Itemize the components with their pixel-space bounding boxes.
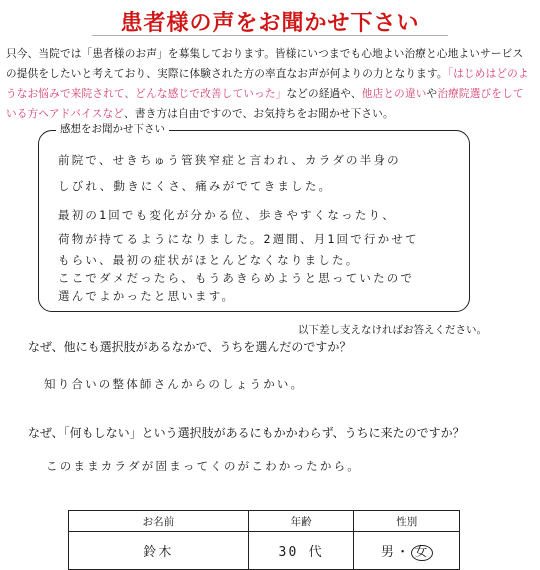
- intro-text-1: 只今、当院では「患者様のお声」を募集しております。皆様にいつまでも心地よい治療と心地よいサービスの提供をしたいと考えており、実際に体験された方の率直なお声が何よりの力となります。: [6, 48, 524, 80]
- gender-separator: ・: [396, 544, 412, 560]
- respondent-info-table: [68, 510, 460, 570]
- intro-text-2: などの経過や、: [286, 88, 362, 100]
- answer-1: 知り合いの整体師さんからのしょうかい。: [44, 377, 305, 391]
- gender-female-circled: 女: [411, 545, 432, 561]
- intro-text-3: や: [426, 88, 438, 100]
- title-underline: [92, 35, 448, 36]
- gender-header: 性別: [354, 511, 460, 532]
- name-header: お名前: [69, 511, 249, 532]
- impression-line: 前院で、せきちゅう管狭窄症と言われ、カラダの半身の: [58, 153, 401, 167]
- age-value: 30 代: [248, 532, 354, 570]
- gender-value: [354, 532, 460, 570]
- age-header: 年齢: [248, 511, 354, 532]
- impression-line: しびれ、動きにくさ、痛みがでてきました。: [58, 179, 333, 193]
- impression-line: 最初の1回でも変化が分かる位、歩きやすくなったり、: [58, 208, 396, 222]
- impression-line: もらい、最初の症状がほとんどなくなりました。: [58, 253, 360, 267]
- impression-line: ここでダメだったら、もうあきらめようと思っていたので: [58, 271, 415, 285]
- name-value: 鈴木: [69, 532, 249, 570]
- impressions-label: 感想をお聞かせ下さい: [56, 121, 169, 136]
- intro-highlight-2: 他店との違い: [361, 88, 427, 100]
- intro-highlight-1: 「はじめはどのようなお悩みで来院されて、どんな感じで改善していった」: [6, 68, 529, 100]
- intro-text-4: 、書き方は自由ですので、お気持ちをお聞かせ下さい。: [124, 108, 394, 120]
- impression-line: 荷物が持てるようになりました。2週間、月1回で行かせて: [58, 232, 419, 246]
- intro-highlight-3: 治療院選びをしている方へアドバイスなど: [6, 88, 524, 120]
- question-1: なぜ、他にも選択肢があるなかで、うちを選んだのですか？: [28, 340, 352, 354]
- impression-line: 選んでよかったと思います。: [58, 289, 236, 303]
- intro-text: [6, 44, 534, 124]
- page-title: 患者様の声をお聞かせ下さい: [120, 11, 420, 36]
- gender-male: 男: [380, 544, 397, 560]
- optional-note: 以下差し支えなければお答えください。: [298, 324, 487, 336]
- question-2: なぜ、「何もしない」という選択肢があるにもかかわらず、うちに来たのですか？: [28, 426, 465, 440]
- answer-2: このままカラダが固まってくのがこわかったから。: [46, 459, 361, 473]
